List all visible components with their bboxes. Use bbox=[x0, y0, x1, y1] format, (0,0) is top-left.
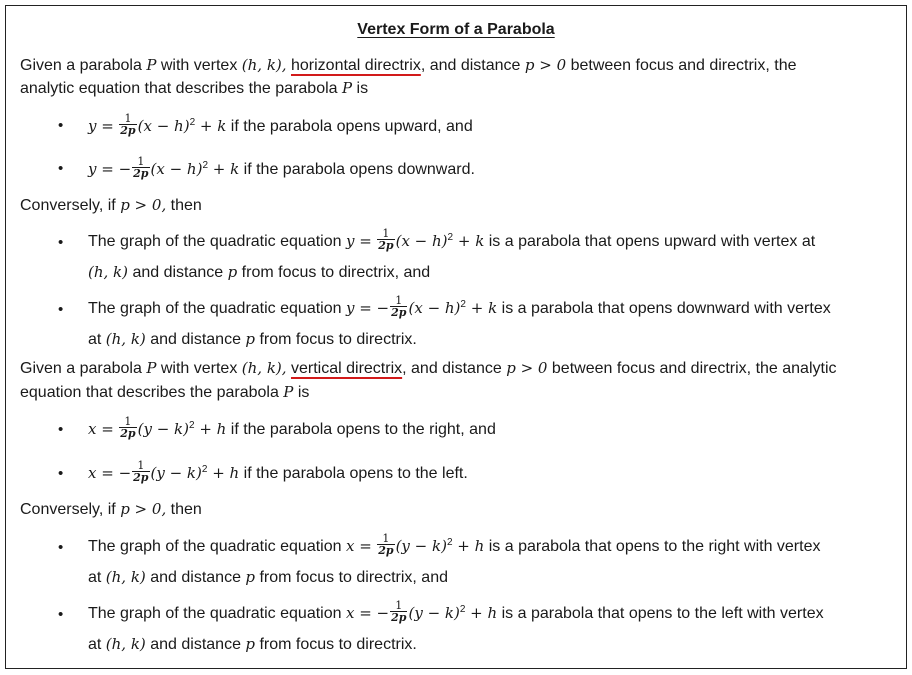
section1-intro-line1: Given a parabola P with vertex (h, k), horizontal directrix, and distance p > 0 between focus and directrix, the bbox=[20, 56, 797, 74]
section2-conv2-line2: at (h, k) and distance p from focus to directrix. bbox=[88, 635, 417, 653]
bullet: • bbox=[58, 606, 64, 623]
section1-conversely: Conversely, if p > 0, then bbox=[20, 196, 202, 214]
bullet: • bbox=[58, 539, 64, 556]
section2-eq1: x = $\frac{1}{2p}$ $(y - k)^2 + h$ if the parabola opens to the right, and bbox=[88, 415, 496, 441]
bullet: • bbox=[58, 301, 64, 318]
vertical-directrix-highlight: vertical directrix bbox=[290, 360, 403, 377]
section1-intro-line2: analytic equation that describes the parabola P is bbox=[20, 79, 369, 97]
bullet: • bbox=[58, 117, 64, 134]
section2-conversely: Conversely, if p > 0, then bbox=[20, 500, 202, 518]
section1-conv1-line2: (h, k) and distance p from focus to directrix, and bbox=[88, 263, 431, 281]
section1-conv2-line1: The graph of the quadratic equation y = − $\frac{1}{2p}$ $(x - h)^2 + k$ is a parabola that opens downward with vertex bbox=[88, 294, 831, 320]
section1-conv2-line2: at (h, k) and distance p from focus to directrix. bbox=[88, 330, 417, 348]
section2-intro-line1: Given a parabola P with vertex (h, k), vertical directrix, and distance p > 0 between focus and directrix, the analytic bbox=[20, 359, 837, 377]
section2-conv2-line1: The graph of the quadratic equation x = − $\frac{1}{2p}$ $(y - k)^2 + h$ is a parabola that opens to the left with vertex bbox=[88, 599, 824, 625]
bullet: • bbox=[58, 465, 64, 482]
section1-eq2: y = − $\frac{1}{2p}$ $(x - h)^2 + k$ if the parabola opens downward. bbox=[88, 155, 475, 181]
section2-eq2: x = − $\frac{1}{2p}$ $(y - k)^2 + h$ if the parabola opens to the left. bbox=[88, 459, 468, 485]
section2-intro-line2: equation that describes the parabola P is bbox=[20, 383, 310, 401]
page-title: Vertex Form of a Parabola bbox=[357, 21, 555, 38]
horizontal-directrix-highlight: horizontal directrix bbox=[290, 57, 421, 74]
section2-conv1-line2: at (h, k) and distance p from focus to directrix, and bbox=[88, 568, 448, 586]
bullet: • bbox=[58, 234, 64, 251]
bullet: • bbox=[58, 160, 64, 177]
bullet: • bbox=[58, 421, 64, 438]
section2-conv1-line1: The graph of the quadratic equation x = $\frac{1}{2p}$ $(y - k)^2 + h$ is a parabola that opens to the right with vertex bbox=[88, 532, 821, 558]
section1-eq1: y = $\frac{1}{2p}$ $(x - h)^2 + k$ if the parabola opens upward, and bbox=[88, 112, 473, 138]
section1-conv1-line1: The graph of the quadratic equation y = $\frac{1}{2p}$ $(x - h)^2 + k$ is a parabola that opens upward with vertex at bbox=[88, 227, 816, 253]
